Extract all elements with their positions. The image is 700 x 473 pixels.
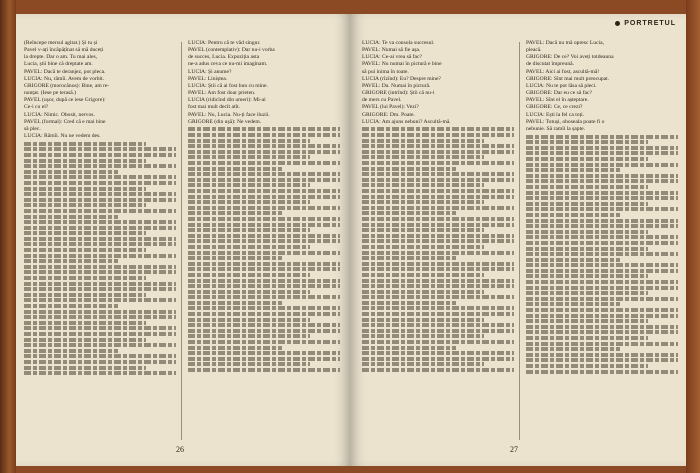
script-line: pleacă. — [526, 47, 542, 54]
illegible-text-line — [188, 189, 340, 193]
illegible-text-line — [188, 167, 282, 171]
page-number: 27 — [510, 445, 518, 454]
script-line: LUCIA: Nu te pot lăsa să pleci. — [526, 82, 597, 89]
illegible-text-line — [188, 144, 340, 148]
illegible-text-line — [188, 256, 282, 260]
illegible-text-line — [188, 340, 340, 344]
illegible-text-line — [526, 353, 678, 357]
illegible-text-line — [362, 279, 514, 283]
illegible-text-line — [362, 195, 514, 199]
illegible-text-line — [188, 334, 310, 338]
right-column-1 — [362, 40, 514, 374]
illegible-text-line — [362, 262, 514, 266]
illegible-text-line — [362, 161, 514, 165]
illegible-text-line — [362, 189, 514, 193]
illegible-text-line — [526, 291, 648, 295]
illegible-text-line — [188, 251, 340, 255]
illegible-text-line — [526, 286, 678, 290]
script-line: GRIGORE: Dar eu ce să fac? — [526, 90, 593, 97]
script-line: PAVEL: Nu, Lucia. Nu-ți face iluzii. — [188, 111, 270, 118]
illegible-text-line — [188, 228, 310, 232]
illegible-text-line — [362, 167, 456, 171]
illegible-text-line — [362, 312, 514, 316]
illegible-text-line — [362, 273, 484, 277]
illegible-text-line — [362, 267, 514, 271]
illegible-text-line — [526, 207, 678, 211]
illegible-text-line — [188, 178, 340, 182]
left-page — [16, 14, 350, 466]
script-line: să pui inima în toate. — [362, 68, 409, 75]
script-line: PAVEL (ușor, după ce iese Grigore): — [24, 97, 106, 104]
illegible-text-line — [526, 191, 678, 195]
illegible-text-line — [526, 179, 678, 183]
illegible-text-line — [362, 183, 484, 187]
illegible-text-line — [24, 159, 146, 163]
illegible-text-line — [526, 370, 678, 374]
illegible-text-line — [362, 351, 514, 355]
illegible-text-line — [24, 343, 176, 347]
illegible-text-line — [526, 168, 620, 172]
illegible-text-line — [188, 290, 310, 294]
illegible-text-line — [526, 325, 678, 329]
illegible-text-line — [24, 310, 176, 314]
script-line: PAVEL (contemplativ): Dar nu-i vorba — [188, 47, 275, 54]
illegible-text-line — [362, 211, 456, 215]
script-line: LUCIA: Și anume? — [188, 68, 232, 75]
script-line: LUCIA (ridicînd din umeri): Mi-ai — [188, 97, 266, 104]
illegible-text-line — [24, 153, 176, 157]
illegible-text-line — [526, 336, 648, 340]
illegible-text-line — [526, 241, 678, 245]
script-line: GRIGORE: Sînt mai mult preocupat. — [526, 75, 610, 82]
script-line: Ce-i cu el? — [24, 104, 49, 111]
illegible-text-line — [24, 142, 146, 146]
script-line: LUCIA (rîzînd): Eu? Despre mine? — [362, 75, 441, 82]
column-divider — [181, 42, 182, 440]
script-line: LUCIA: Știi că ai fost bun cu mine. — [188, 82, 268, 89]
illegible-text-line — [362, 295, 514, 299]
illegible-text-line — [24, 276, 146, 280]
illegible-text-line — [188, 323, 340, 327]
illegible-text-line — [362, 127, 514, 131]
illegible-text-line — [526, 230, 648, 234]
illegible-text-line — [24, 349, 118, 353]
illegible-text-line — [24, 220, 176, 224]
illegible-text-line — [24, 248, 146, 252]
illegible-text-line — [188, 245, 310, 249]
illegible-text-line — [188, 155, 310, 159]
illegible-text-line — [526, 308, 678, 312]
illegible-text-line — [24, 321, 146, 325]
illegible-text-line — [526, 297, 678, 301]
illegible-text-line — [526, 252, 678, 256]
illegible-text-line — [24, 338, 146, 342]
illegible-text-line — [24, 332, 176, 336]
illegible-text-line — [362, 340, 514, 344]
illegible-text-line — [24, 215, 118, 219]
illegible-text-line — [188, 183, 310, 187]
illegible-text-line — [188, 362, 310, 366]
illegible-text-line — [362, 256, 456, 260]
script-line: LUCIA: Rămîi. Nu ne vedem des. — [24, 133, 101, 140]
illegible-text-line — [188, 273, 310, 277]
illegible-text-line — [24, 265, 176, 269]
illegible-text-line — [188, 206, 340, 210]
illegible-text-line — [526, 280, 678, 284]
illegible-text-line — [362, 251, 514, 255]
illegible-text-line — [24, 226, 176, 230]
illegible-text-line — [24, 231, 146, 235]
script-line: GRIGORE: Ce, ce crezi? — [526, 104, 583, 111]
illegible-text-line — [526, 219, 678, 223]
illegible-text-line — [24, 371, 176, 375]
illegible-text-line — [526, 196, 678, 200]
illegible-text-line — [188, 351, 340, 355]
script-line: LUCIA: Nimic. Obosit, nervos. — [24, 111, 95, 118]
illegible-text-line — [188, 318, 310, 322]
script-line: Lucia, știi bine că dreptate am. — [24, 61, 93, 68]
illegible-text-line — [362, 368, 514, 372]
illegible-text-line — [24, 287, 176, 291]
script-line: GRIGORE (intrînd): Știi că nu-i — [362, 90, 435, 97]
illegible-text-line — [24, 315, 176, 319]
illegible-text-line — [24, 282, 176, 286]
book-spine — [0, 0, 16, 473]
illegible-text-line — [188, 346, 282, 350]
illegible-text-line — [362, 200, 484, 204]
script-line: (Reîncepe mersul agitat.) Și tu și — [24, 40, 98, 46]
illegible-text-line — [362, 346, 456, 350]
illegible-text-line — [526, 347, 620, 351]
script-line: LUCIA: Nu, rămîi. Avem de vorbit. — [24, 75, 105, 82]
script-line: PAVEL: Totuși, oboseala poate fi o — [526, 118, 605, 125]
illegible-text-line — [188, 284, 340, 288]
illegible-text-line — [188, 306, 340, 310]
script-line: de succes, Lucia. Expoziția asta — [188, 54, 260, 61]
illegible-text-line — [362, 334, 484, 338]
illegible-text-line — [526, 342, 678, 346]
illegible-text-line — [526, 319, 648, 323]
illegible-text-line — [526, 269, 678, 273]
script-line: GRIGORE (din ușă): Ne vedem. — [188, 118, 262, 125]
script-line: PAVEL: Dacă nu mă opresc Lucia, — [526, 40, 604, 46]
script-line: LUCIA: Am ajuns nebuni? Ascultă-mă. — [362, 118, 451, 125]
illegible-text-line — [526, 140, 648, 144]
illegible-text-line — [362, 178, 514, 182]
illegible-text-line — [24, 304, 118, 308]
illegible-text-line — [526, 157, 648, 161]
illegible-text-line — [24, 181, 176, 185]
illegible-text-line — [362, 139, 484, 143]
illegible-text-line — [24, 242, 176, 246]
illegible-text-line — [526, 135, 678, 139]
illegible-text-line — [24, 293, 146, 297]
illegible-text-line — [362, 150, 514, 154]
illegible-text-line — [526, 235, 678, 239]
script-line: PAVEL: Aici ai fost, ascultă-mă! — [526, 68, 600, 75]
illegible-text-line — [526, 146, 678, 150]
illegible-text-line — [526, 358, 678, 362]
column-divider — [519, 42, 520, 440]
script-line: PAVEL: Liniștea. — [188, 75, 228, 82]
left-column-2 — [188, 40, 340, 374]
illegible-text-line — [362, 362, 484, 366]
illegible-text-line — [24, 198, 176, 202]
illegible-text-line — [362, 239, 514, 243]
illegible-text-line — [188, 200, 310, 204]
illegible-text-line — [188, 223, 340, 227]
illegible-text-line — [362, 284, 514, 288]
script-line: GRIGORE: De ce? Voi aveți totdeauna — [526, 54, 614, 61]
illegible-text-line — [362, 306, 514, 310]
illegible-text-line — [526, 274, 648, 278]
illegible-text-line — [362, 323, 514, 327]
script-line: PAVEL: Numai să fie așa. — [362, 47, 421, 54]
illegible-text-line — [526, 185, 648, 189]
running-header — [615, 20, 676, 27]
script-line: LUCIA: Ce-ai vrea să fac? — [362, 54, 422, 61]
illegible-text-line — [188, 295, 340, 299]
illegible-text-line — [526, 364, 648, 368]
script-line: fost mai mult decît atît. — [188, 104, 241, 111]
script-line: de discutat împreună. — [526, 61, 574, 68]
illegible-text-line — [526, 247, 648, 251]
script-line: LUCIA: Ești la fel ca toți. — [526, 111, 585, 118]
script-line: GRIGORE: Dm. Poate. — [362, 111, 415, 118]
illegible-text-line — [24, 254, 176, 258]
illegible-text-line — [362, 357, 514, 361]
illegible-text-line — [24, 354, 176, 358]
illegible-text-line — [526, 163, 678, 167]
script-line: PAVEL: Am fost doar prieten. — [188, 90, 256, 97]
bullet-icon — [615, 21, 620, 26]
illegible-text-line — [362, 133, 514, 137]
running-header-text: PORTRETUL — [624, 20, 676, 27]
illegible-text-line — [24, 360, 176, 364]
illegible-text-line — [24, 326, 176, 330]
script-line: de mers cu Pavel. — [362, 97, 402, 104]
illegible-text-line — [362, 318, 484, 322]
script-line: PAVEL: Dacă te deranjez, pot pleca. — [24, 68, 106, 75]
illegible-text-line — [526, 330, 678, 334]
left-column-1 — [24, 40, 176, 377]
illegible-text-line — [24, 192, 176, 196]
illegible-text-line — [362, 206, 514, 210]
illegible-text-line — [24, 170, 118, 174]
illegible-text-line — [188, 267, 340, 271]
illegible-text-line — [526, 314, 678, 318]
script-line: PAVEL: Da. Numai în pictură. — [362, 82, 431, 89]
illegible-text-line — [362, 329, 514, 333]
illegible-text-line — [362, 290, 484, 294]
illegible-text-line — [362, 223, 514, 227]
illegible-text-line — [526, 202, 648, 206]
illegible-text-line — [24, 259, 118, 263]
illegible-text-line — [188, 211, 282, 215]
illegible-text-line — [362, 245, 484, 249]
right-column-2 — [526, 40, 678, 375]
illegible-text-line — [526, 174, 678, 178]
illegible-text-line — [24, 203, 146, 207]
illegible-text-line — [526, 302, 620, 306]
script-line: LUCIA: Pentru că te văd singur. — [188, 40, 261, 46]
script-line: PAVEL: Nu numai în pictură e bine — [362, 61, 442, 68]
illegible-text-line — [188, 150, 340, 154]
script-line: nebunie. Să ramîi la șapte. — [526, 125, 586, 132]
script-line: PAVEL (lui Pavel): Vezi? — [362, 104, 419, 111]
illegible-text-line — [188, 357, 340, 361]
script-line: Pavel v-ați încăpățînat să mă duceți — [24, 47, 104, 54]
illegible-text-line — [362, 217, 514, 221]
illegible-text-line — [526, 213, 620, 217]
illegible-text-line — [188, 133, 340, 137]
illegible-text-line — [526, 258, 620, 262]
illegible-text-line — [24, 366, 146, 370]
book-edge — [686, 0, 700, 473]
illegible-text-line — [188, 312, 340, 316]
illegible-text-line — [526, 224, 678, 228]
script-line: nunțat. (Iese pe terasă.) — [24, 90, 77, 97]
illegible-text-line — [362, 155, 484, 159]
illegible-text-line — [362, 301, 456, 305]
illegible-text-line — [24, 175, 176, 179]
illegible-text-line — [526, 151, 678, 155]
script-line: PAVEL: Sînt el în așteptare. — [526, 97, 589, 104]
illegible-text-line — [24, 164, 176, 168]
illegible-text-line — [188, 234, 340, 238]
illegible-text-line — [188, 301, 282, 305]
illegible-text-line — [188, 368, 340, 372]
script-line: să plec. — [24, 125, 41, 132]
illegible-text-line — [188, 279, 340, 283]
illegible-text-line — [24, 237, 176, 241]
illegible-text-line — [362, 228, 484, 232]
illegible-text-line — [188, 172, 340, 176]
illegible-text-line — [188, 217, 340, 221]
page-number: 26 — [176, 445, 184, 454]
illegible-text-line — [188, 239, 340, 243]
illegible-text-line — [188, 161, 340, 165]
illegible-text-line — [188, 195, 340, 199]
illegible-text-line — [24, 298, 176, 302]
script-line: LUCIA: Te va consola succesul. — [362, 40, 435, 46]
script-line: la drepte. Dar o am. Tu mai ales, — [24, 54, 98, 61]
right-page — [350, 14, 686, 466]
illegible-text-line — [24, 147, 176, 151]
illegible-text-line — [362, 144, 514, 148]
illegible-text-line — [362, 172, 514, 176]
illegible-text-line — [24, 187, 146, 191]
illegible-text-line — [188, 329, 340, 333]
illegible-text-line — [24, 270, 176, 274]
script-line: ne-a adus ceva ce nu-mi imaginam. — [188, 61, 268, 68]
illegible-text-line — [188, 262, 340, 266]
script-line: PAVEL (formal): Cred că e mai bine — [24, 118, 106, 125]
illegible-text-line — [188, 127, 340, 131]
illegible-text-line — [526, 263, 678, 267]
illegible-text-line — [24, 209, 176, 213]
script-line: GRIGORE (morocănos): Bine, am re- — [24, 82, 110, 89]
illegible-text-line — [188, 139, 310, 143]
illegible-text-line — [362, 234, 514, 238]
